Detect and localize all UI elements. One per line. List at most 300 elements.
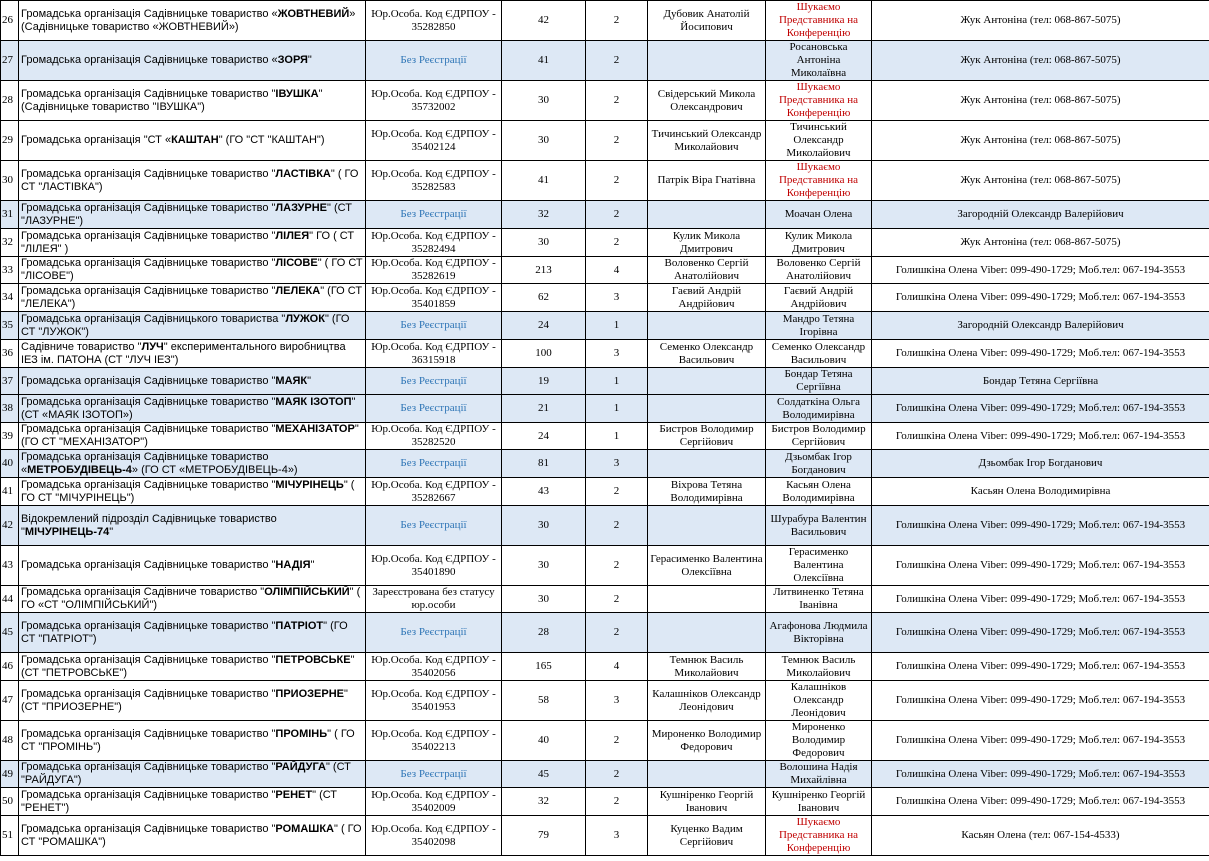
organization-name xyxy=(19,229,366,257)
chairman-name xyxy=(648,201,766,229)
contact-person: Голишкіна Олена Viber: 099-490-1729; Моб.тел: 067-194-3553 xyxy=(872,506,1209,546)
registration-status: Юр.Особа. Код ЄДРПОУ - 35282520 xyxy=(366,423,502,450)
row-number: 51 xyxy=(1,816,19,856)
organization-short-name: ЛАСТІВКА xyxy=(275,167,331,180)
table-row xyxy=(1,81,1209,121)
organization-name-prefix: Громадська організація Садівницьке товариство " xyxy=(21,167,276,180)
row-number: 36 xyxy=(1,340,19,368)
conference-representative: Темнюк Василь Миколайович xyxy=(766,653,872,681)
row-number: 40 xyxy=(1,450,19,478)
organization-name xyxy=(19,788,366,816)
organization-name-prefix: Громадська організація Садівницьке товариство " xyxy=(21,727,276,740)
organization-short-name: ЗОРЯ xyxy=(277,54,308,66)
members-count: 30 xyxy=(502,506,586,546)
members-count: 32 xyxy=(502,201,586,229)
contact-person: Голишкіна Олена Viber: 099-490-1729; Моб.тел: 067-194-3553 xyxy=(872,761,1209,788)
registration-status: Без Реєстрації xyxy=(366,613,502,653)
registration-status: Зареєстрована без статусу юр.особи xyxy=(366,586,502,613)
table-row xyxy=(1,161,1209,201)
members-count: 41 xyxy=(502,41,586,81)
conference-representative: Гаєвий Андрій Андрійович xyxy=(766,284,872,312)
conference-representative: Солдаткіна Ольга Володимирівна xyxy=(766,395,872,423)
organization-name xyxy=(19,546,366,586)
registration-status: Юр.Особа. Код ЄДРПОУ - 35282667 xyxy=(366,478,502,506)
table-row xyxy=(1,450,1209,478)
registration-status: Юр.Особа. Код ЄДРПОУ - 35402009 xyxy=(366,788,502,816)
delegates-count: 2 xyxy=(586,586,648,613)
row-number: 26 xyxy=(1,1,19,41)
table-row xyxy=(1,121,1209,161)
registration-status: Юр.Особа. Код ЄДРПОУ - 35402213 xyxy=(366,721,502,761)
members-count: 30 xyxy=(502,586,586,613)
delegates-count: 2 xyxy=(586,41,648,81)
chairman-name xyxy=(648,395,766,423)
conference-representative: Касьян Олена Володимирівна xyxy=(766,478,872,506)
table-row xyxy=(1,761,1209,788)
conference-representative: Шурабура Валентин Васильович xyxy=(766,506,872,546)
conference-representative: Дзьомбак Ігор Богданович xyxy=(766,450,872,478)
members-count: 100 xyxy=(502,340,586,368)
organization-short-name: МЕТРОБУДІВЕЦЬ-4 xyxy=(27,463,132,476)
delegates-count: 1 xyxy=(586,423,648,450)
members-count: 42 xyxy=(502,1,586,41)
members-count: 21 xyxy=(502,395,586,423)
chairman-name: Калашніков Олександр Леонідович xyxy=(648,681,766,721)
organization-short-name: ЛУЧ xyxy=(141,340,164,353)
row-number: 27 xyxy=(1,41,19,81)
organization-name-prefix: Громадська організація Садівницьке товариство « xyxy=(21,7,278,20)
conference-representative: Герасименко Валентина Олексіївна xyxy=(766,546,872,586)
organization-name-prefix: Громадська організація Садівницьке товариство « xyxy=(21,54,278,66)
organization-name-suffix: " ( ГО СТ "ПРОМІНЬ") xyxy=(21,727,355,753)
organization-short-name: ЛІСОВЕ xyxy=(275,257,318,269)
delegates-count: 2 xyxy=(586,121,648,161)
delegates-count: 2 xyxy=(586,1,648,41)
organization-name-suffix: " ГО ( СТ "ЛІЛЕЯ" ) xyxy=(21,229,355,255)
row-number: 34 xyxy=(1,284,19,312)
delegates-count: 2 xyxy=(586,229,648,257)
table-row xyxy=(1,340,1209,368)
contact-person: Голишкіна Олена Viber: 099-490-1729; Моб.тел: 067-194-3553 xyxy=(872,681,1209,721)
table-row xyxy=(1,201,1209,229)
members-count: 19 xyxy=(502,368,586,395)
organization-name xyxy=(19,721,366,761)
delegates-count: 2 xyxy=(586,506,648,546)
table-row xyxy=(1,506,1209,546)
organization-name-prefix: Громадська організація Садівницьке товариство " xyxy=(21,653,276,666)
organization-short-name: НАДІЯ xyxy=(275,559,311,571)
conference-representative: Шукаємо Представника на Конференцію xyxy=(766,816,872,856)
conference-representative: Моачан Олена xyxy=(766,201,872,229)
organization-short-name: МІЧУРІНЕЦЬ-74 xyxy=(24,525,110,538)
organization-short-name: РЕНЕТ xyxy=(275,788,313,801)
contact-person: Дзьомбак Ігор Богданович xyxy=(872,450,1209,478)
organization-name xyxy=(19,761,366,788)
organization-name-suffix: " xyxy=(310,559,315,571)
table-row xyxy=(1,257,1209,284)
organization-name-prefix: Громадська організація Садівницьке товариство " xyxy=(21,201,276,214)
organization-name-prefix: Громадська організація Садівницьке товариство " xyxy=(21,374,276,387)
organization-name-prefix: Громадська організація Садівниче товариство " xyxy=(21,586,265,598)
organization-name-prefix: Громадська організація Садівницьке товариство " xyxy=(21,395,276,408)
table-row xyxy=(1,653,1209,681)
conference-representative: Шукаємо Представника на Конференцію xyxy=(766,161,872,201)
contact-person: Жук Антоніна (тел: 068-867-5075) xyxy=(872,41,1209,81)
delegates-count: 4 xyxy=(586,653,648,681)
delegates-count: 2 xyxy=(586,81,648,121)
members-count: 79 xyxy=(502,816,586,856)
chairman-name xyxy=(648,312,766,340)
row-number: 35 xyxy=(1,312,19,340)
organization-name-prefix: Громадська організація Садівницьке товариство " xyxy=(21,478,276,491)
row-number: 47 xyxy=(1,681,19,721)
contact-person: Бондар Тетяна Сергіївна xyxy=(872,368,1209,395)
chairman-name xyxy=(648,613,766,653)
organization-name xyxy=(19,506,366,546)
members-count: 41 xyxy=(502,161,586,201)
organization-name-suffix: " (Садівницьке товариство "ІВУШКА") xyxy=(21,87,323,113)
organization-name-suffix: " (ГО СТ "МЕХАНІЗАТОР") xyxy=(21,423,359,448)
members-count: 81 xyxy=(502,450,586,478)
registration-status: Юр.Особа. Код ЄДРПОУ - 35282619 xyxy=(366,257,502,284)
chairman-name xyxy=(648,586,766,613)
organization-short-name: ПРОМІНЬ xyxy=(275,727,328,740)
organization-short-name: ПЕТРОВСЬКЕ xyxy=(275,653,351,666)
organization-name-suffix: " (СТ "ЛАЗУРНЕ") xyxy=(21,201,352,227)
organization-name-suffix: » (ГО СТ «МЕТРОБУДІВЕЦЬ-4») xyxy=(131,463,298,476)
organization-short-name: ЖОВТНЕВИЙ xyxy=(277,7,350,20)
table-row xyxy=(1,284,1209,312)
chairman-name: Воловенко Сергій Анатолійович xyxy=(648,257,766,284)
organization-name-suffix: " xyxy=(109,525,114,538)
contact-person: Голишкіна Олена Viber: 099-490-1729; Моб.тел: 067-194-3553 xyxy=(872,788,1209,816)
table-row xyxy=(1,1,1209,41)
delegates-count: 1 xyxy=(586,368,648,395)
delegates-count: 3 xyxy=(586,450,648,478)
organization-name xyxy=(19,284,366,312)
organization-name-suffix: " ( ГО СТ "ЛАСТІВКА") xyxy=(21,167,359,193)
contact-person: Голишкіна Олена Viber: 099-490-1729; Моб.тел: 067-194-3553 xyxy=(872,613,1209,653)
contact-person: Голишкіна Олена Viber: 099-490-1729; Моб.тел: 067-194-3553 xyxy=(872,423,1209,450)
table-row xyxy=(1,681,1209,721)
delegates-count: 2 xyxy=(586,161,648,201)
conference-representative: Семенко Олександр Васильович xyxy=(766,340,872,368)
members-count: 28 xyxy=(502,613,586,653)
organization-name-suffix: " (ГО СТ "ЛУЖОК") xyxy=(21,312,350,338)
organization-name-suffix: " (СТ «МАЯК ІЗОТОП») xyxy=(21,395,356,421)
contact-person: Жук Антоніна (тел: 068-867-5075) xyxy=(872,121,1209,161)
organization-short-name: ЛАЗУРНЕ xyxy=(275,201,328,214)
members-count: 24 xyxy=(502,312,586,340)
conference-representative: Мандро Тетяна Ігорівна xyxy=(766,312,872,340)
contact-person: Жук Антоніна (тел: 068-867-5075) xyxy=(872,229,1209,257)
registration-status: Без Реєстрації xyxy=(366,506,502,546)
organization-name xyxy=(19,423,366,450)
registration-status: Юр.Особа. Код ЄДРПОУ - 35402056 xyxy=(366,653,502,681)
row-number: 30 xyxy=(1,161,19,201)
members-count: 45 xyxy=(502,761,586,788)
delegates-count: 4 xyxy=(586,257,648,284)
contact-person: Касьян Олена Володимирівна xyxy=(872,478,1209,506)
organization-name-prefix: Громадська організація Садівницьке товариство " xyxy=(21,423,276,435)
conference-representative: Калашніков Олександр Леонідович xyxy=(766,681,872,721)
organization-name xyxy=(19,450,366,478)
row-number: 38 xyxy=(1,395,19,423)
chairman-name: Тичинський Олександр Миколайович xyxy=(648,121,766,161)
registration-status: Без Реєстрації xyxy=(366,761,502,788)
conference-representative: Кулик Микола Дмитрович xyxy=(766,229,872,257)
registration-status: Юр.Особа. Код ЄДРПОУ - 35282494 xyxy=(366,229,502,257)
row-number: 49 xyxy=(1,761,19,788)
organization-name-prefix: Садівниче товариство " xyxy=(21,340,142,353)
organization-name xyxy=(19,586,366,613)
contact-person: Голишкіна Олена Viber: 099-490-1729; Моб.тел: 067-194-3553 xyxy=(872,586,1209,613)
table-row xyxy=(1,546,1209,586)
registration-status: Без Реєстрації xyxy=(366,201,502,229)
row-number: 31 xyxy=(1,201,19,229)
organization-name-prefix: Громадська організація Садівницьке товариство " xyxy=(21,229,276,242)
contact-person: Голишкіна Олена Viber: 099-490-1729; Моб.тел: 067-194-3553 xyxy=(872,395,1209,423)
organization-name-suffix: " (ГО СТ "ПАТРІОТ") xyxy=(21,619,348,645)
chairman-name: Гаєвий Андрій Андрійович xyxy=(648,284,766,312)
organization-short-name: ЛЕЛЕКА xyxy=(275,284,321,297)
organization-name xyxy=(19,653,366,681)
organization-name-suffix: " (ГО СТ "ЛЕЛЕКА") xyxy=(21,284,363,310)
organization-name-suffix: » (Садівницьке товариство «ЖОВТНЕВИЙ») xyxy=(21,7,356,33)
contact-person: Загородній Олександр Валерійович xyxy=(872,312,1209,340)
organization-name-prefix: Громадська організація Садівницьке товариство " xyxy=(21,257,276,269)
registration-status: Юр.Особа. Код ЄДРПОУ - 35282583 xyxy=(366,161,502,201)
conference-representative: Шукаємо Представника на Конференцію xyxy=(766,81,872,121)
contact-person: Голишкіна Олена Viber: 099-490-1729; Моб.тел: 067-194-3553 xyxy=(872,653,1209,681)
organization-name-suffix: " (ГО "СТ "КАШТАН") xyxy=(218,134,325,146)
organization-short-name: ПРИОЗЕРНЕ xyxy=(275,687,344,700)
chairman-name: Мироненко Володимир Федорович xyxy=(648,721,766,761)
delegates-count: 2 xyxy=(586,761,648,788)
members-count: 40 xyxy=(502,721,586,761)
registration-status: Юр.Особа. Код ЄДРПОУ - 35401953 xyxy=(366,681,502,721)
chairman-name: Кулик Микола Дмитрович xyxy=(648,229,766,257)
organization-name xyxy=(19,1,366,41)
row-number: 44 xyxy=(1,586,19,613)
chairman-name: Куценко Вадим Сергійович xyxy=(648,816,766,856)
organization-short-name: ЛУЖОК xyxy=(285,312,325,325)
chairman-name xyxy=(648,761,766,788)
table-row xyxy=(1,41,1209,81)
organization-name-prefix: Громадська організація Садівницького товариства " xyxy=(21,312,286,325)
organization-name xyxy=(19,368,366,395)
chairman-name xyxy=(648,506,766,546)
table-row xyxy=(1,312,1209,340)
organization-name-prefix: Громадська організація Садівницьке товариство " xyxy=(21,87,276,100)
chairman-name: Семенко Олександр Васильович xyxy=(648,340,766,368)
organization-short-name: ОЛІМПІЙСЬКИЙ xyxy=(264,586,350,598)
contact-person: Жук Антоніна (тел: 068-867-5075) xyxy=(872,1,1209,41)
organization-name xyxy=(19,395,366,423)
registration-status: Без Реєстрації xyxy=(366,395,502,423)
contact-person: Голишкіна Олена Viber: 099-490-1729; Моб.тел: 067-194-3553 xyxy=(872,284,1209,312)
table-row xyxy=(1,613,1209,653)
members-count: 30 xyxy=(502,121,586,161)
registration-status: Юр.Особа. Код ЄДРПОУ - 36315918 xyxy=(366,340,502,368)
chairman-name: Патрік Віра Гнатівна xyxy=(648,161,766,201)
registration-status: Без Реєстрації xyxy=(366,368,502,395)
chairman-name: Дубовик Анатолій Йосипович xyxy=(648,1,766,41)
chairman-name xyxy=(648,450,766,478)
delegates-count: 3 xyxy=(586,681,648,721)
delegates-count: 2 xyxy=(586,788,648,816)
row-number: 42 xyxy=(1,506,19,546)
members-count: 32 xyxy=(502,788,586,816)
contact-person: Жук Антоніна (тел: 068-867-5075) xyxy=(872,161,1209,201)
organization-name-suffix: " ( ГО СТ "МІЧУРІНЕЦЬ") xyxy=(21,478,355,504)
contact-person: Голишкіна Олена Viber: 099-490-1729; Моб.тел: 067-194-3553 xyxy=(872,340,1209,368)
organization-name xyxy=(19,613,366,653)
organization-name-prefix: Громадська організація Садівницьке товариство " xyxy=(21,687,276,700)
contact-person: Голишкіна Олена Viber: 099-490-1729; Моб.тел: 067-194-3553 xyxy=(872,721,1209,761)
conference-representative: Агафонова Людмила Вікторівна xyxy=(766,613,872,653)
organization-short-name: МАЯК xyxy=(275,374,308,387)
row-number: 37 xyxy=(1,368,19,395)
organization-name-suffix: " ( ГО СТ "ЛІСОВЕ") xyxy=(21,257,363,282)
row-number: 45 xyxy=(1,613,19,653)
table-row xyxy=(1,423,1209,450)
organization-name xyxy=(19,478,366,506)
delegates-count: 2 xyxy=(586,201,648,229)
organization-name-prefix: Громадська організація Садівницьке товариство " xyxy=(21,822,276,835)
registration-status: Без Реєстрації xyxy=(366,312,502,340)
row-number: 46 xyxy=(1,653,19,681)
organization-short-name: МЕХАНІЗАТОР xyxy=(275,423,355,435)
members-count: 24 xyxy=(502,423,586,450)
organization-name-suffix: " (СТ "РЕНЕТ") xyxy=(21,788,338,814)
registration-status: Юр.Особа. Код ЄДРПОУ - 35282850 xyxy=(366,1,502,41)
organization-short-name: ЛІЛЕЯ xyxy=(275,229,310,242)
conference-representative: Тичинський Олександр Миколайович xyxy=(766,121,872,161)
delegates-count: 3 xyxy=(586,284,648,312)
chairman-name: Свідерський Микола Олександрович xyxy=(648,81,766,121)
delegates-count: 1 xyxy=(586,395,648,423)
organization-name-prefix: Громадська організація "СТ « xyxy=(21,134,172,146)
chairman-name: Темнюк Василь Миколайович xyxy=(648,653,766,681)
table-row xyxy=(1,229,1209,257)
table-row xyxy=(1,395,1209,423)
row-number: 48 xyxy=(1,721,19,761)
conference-representative: Воловенко Сергій Анатолійович xyxy=(766,257,872,284)
registration-status: Юр.Особа. Код ЄДРПОУ - 35732002 xyxy=(366,81,502,121)
contact-person: Голишкіна Олена Viber: 099-490-1729; Моб.тел: 067-194-3553 xyxy=(872,257,1209,284)
row-number: 32 xyxy=(1,229,19,257)
table-row xyxy=(1,478,1209,506)
conference-representative: Шукаємо Представника на Конференцію xyxy=(766,1,872,41)
organization-name xyxy=(19,201,366,229)
chairman-name xyxy=(648,41,766,81)
organization-name xyxy=(19,121,366,161)
delegates-count: 3 xyxy=(586,816,648,856)
conference-representative: Кушніренко Георгій Іванович xyxy=(766,788,872,816)
members-count: 58 xyxy=(502,681,586,721)
organization-name-prefix: Громадська організація Садівницьке товариство " xyxy=(21,788,276,801)
chairman-name: Кушніренко Георгій Іванович xyxy=(648,788,766,816)
chairman-name: Герасименко Валентина Олексіївна xyxy=(648,546,766,586)
conference-representative: Бондар Тетяна Сергіївна xyxy=(766,368,872,395)
row-number: 39 xyxy=(1,423,19,450)
table-row xyxy=(1,586,1209,613)
members-count: 62 xyxy=(502,284,586,312)
contact-person: Загородній Олександр Валерійович xyxy=(872,201,1209,229)
members-count: 30 xyxy=(502,81,586,121)
organization-name-suffix: " xyxy=(307,54,312,66)
members-count: 165 xyxy=(502,653,586,681)
organization-name xyxy=(19,257,366,284)
chairman-name: Бистров Володимир Сергійович xyxy=(648,423,766,450)
conference-representative: Литвиненко Тетяна Іванівна xyxy=(766,586,872,613)
delegates-count: 2 xyxy=(586,478,648,506)
contact-person: Жук Антоніна (тел: 068-867-5075) xyxy=(872,81,1209,121)
table-row xyxy=(1,816,1209,856)
organization-name-suffix: " (СТ "ПРИОЗЕРНЕ") xyxy=(21,687,348,713)
registration-status: Юр.Особа. Код ЄДРПОУ - 35402124 xyxy=(366,121,502,161)
chairman-name: Віхрова Тетяна Володимирівна xyxy=(648,478,766,506)
organization-short-name: РОМАШКА xyxy=(275,822,334,835)
members-count: 30 xyxy=(502,546,586,586)
registration-status: Без Реєстрації xyxy=(366,450,502,478)
table-row xyxy=(1,368,1209,395)
conference-representative: Бистров Володимир Сергійович xyxy=(766,423,872,450)
organization-name-suffix: " експериментального виробництва ІЕЗ ім. ПАТОНА (СТ "ЛУЧ ІЕЗ") xyxy=(21,340,346,366)
organization-name xyxy=(19,312,366,340)
organization-name-prefix: Громадська організація Садівницьке товариство " xyxy=(21,284,276,297)
organization-short-name: МІЧУРІНЕЦЬ xyxy=(275,478,344,491)
table-body xyxy=(1,1,1209,856)
row-number: 28 xyxy=(1,81,19,121)
organization-short-name: МАЯК ІЗОТОП xyxy=(275,395,352,408)
organization-short-name: РАЙДУГА xyxy=(275,761,326,773)
organization-short-name: ПАТРІОТ xyxy=(275,619,324,632)
organization-name-prefix: Громадська організація Садівницьке товариство " xyxy=(21,619,276,632)
registration-status: Юр.Особа. Код ЄДРПОУ - 35401890 xyxy=(366,546,502,586)
contact-person: Касьян Олена (тел: 067-154-4533) xyxy=(872,816,1209,856)
organization-name xyxy=(19,161,366,201)
table-row xyxy=(1,721,1209,761)
organization-name xyxy=(19,816,366,856)
delegates-count: 3 xyxy=(586,340,648,368)
organization-name-suffix: " (СТ "ПЕТРОВСЬКЕ") xyxy=(21,653,355,679)
delegates-count: 1 xyxy=(586,312,648,340)
conference-representative: Мироненко Володимир Федорович xyxy=(766,721,872,761)
organization-name xyxy=(19,340,366,368)
registration-status: Юр.Особа. Код ЄДРПОУ - 35402098 xyxy=(366,816,502,856)
organization-name-suffix: " xyxy=(307,374,312,387)
organization-name xyxy=(19,681,366,721)
delegates-count: 2 xyxy=(586,721,648,761)
members-count: 30 xyxy=(502,229,586,257)
table-row xyxy=(1,788,1209,816)
row-number: 29 xyxy=(1,121,19,161)
chairman-name xyxy=(648,368,766,395)
members-count: 213 xyxy=(502,257,586,284)
row-number: 50 xyxy=(1,788,19,816)
organization-name-prefix: Відокремлений підрозділ Садівницьке товариство " xyxy=(21,512,277,538)
organization-short-name: ІВУШКА xyxy=(275,87,319,100)
organization-name-prefix: Громадська організація Садівницьке товариство « xyxy=(21,450,269,476)
organization-name xyxy=(19,81,366,121)
row-number: 41 xyxy=(1,478,19,506)
delegates-count: 2 xyxy=(586,613,648,653)
registration-status: Без Реєстрації xyxy=(366,41,502,81)
members-count: 43 xyxy=(502,478,586,506)
organization-short-name: КАШТАН xyxy=(171,134,219,146)
